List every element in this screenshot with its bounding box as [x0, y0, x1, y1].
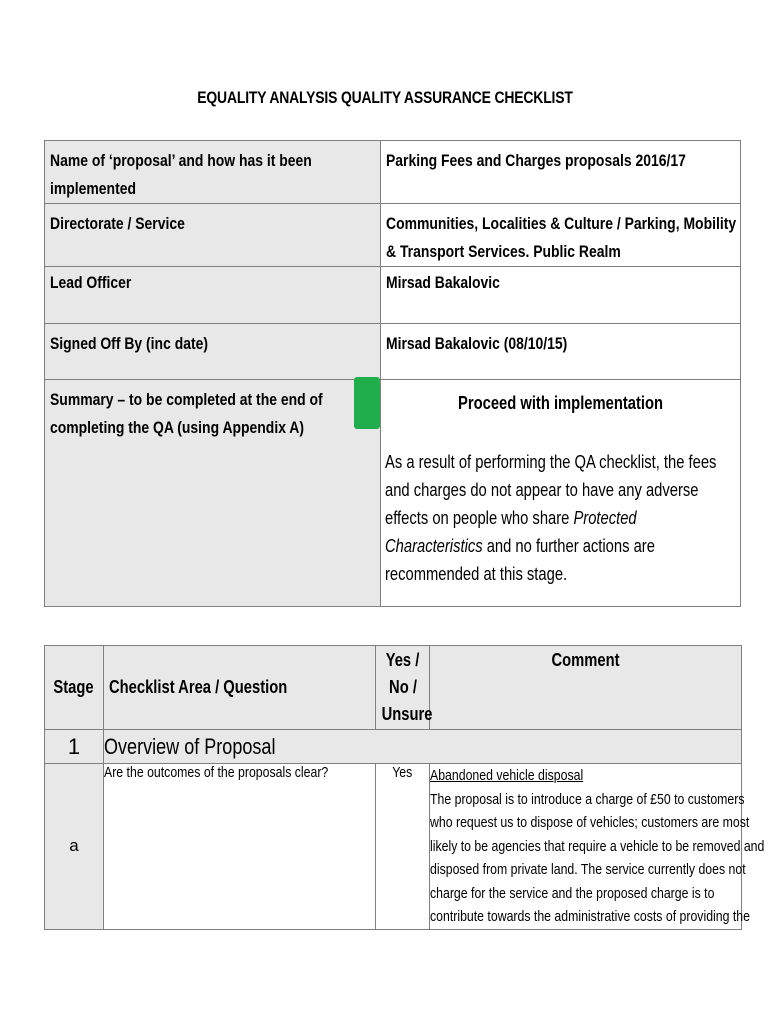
label-directorate: Directorate / Service [45, 204, 381, 267]
header-stage: Stage [45, 646, 104, 730]
section-number: 1 [45, 730, 104, 764]
header-comment: Comment [430, 646, 742, 730]
label-signed-off: Signed Off By (inc date) [45, 324, 381, 380]
value-signed-off: Mirsad Bakalovic (08/10/15) [381, 324, 741, 380]
status-indicator [354, 377, 380, 429]
label-lead-officer: Lead Officer [45, 267, 381, 324]
row-comment: Abandoned vehicle disposal The proposal is to introduce a charge of £50 to customers who request us to dispose of vehicles; customers are most likely to be agencies that require a vehicle to be removed and disposed from private land. The service currently does not charge for the service and the proposed charge is to contribute towards the administrative costs of providing the [430, 764, 742, 930]
row-stage: a [45, 764, 104, 930]
summary-italic: Protected Characteristics [385, 508, 637, 556]
value-proposal-name: Parking Fees and Charges proposals 2016/17 [381, 141, 741, 204]
summary-text: As a result of performing the QA checklist, the fees and charges do not appear to have any adverse effects on people who share Protected Characteristics and no further actions are recommended at this stage. [385, 452, 717, 584]
value-lead-officer: Mirsad Bakalovic [381, 267, 741, 324]
comment-heading: Abandoned vehicle disposal [430, 767, 584, 784]
label-summary: Summary – to be completed at the end of completing the QA (using Appendix A) [45, 380, 381, 607]
row-answer: Yes [376, 764, 430, 930]
header-question: Checklist Area / Question [104, 646, 376, 730]
section-title: Overview of Proposal [104, 730, 742, 764]
header-yes-no: Yes / No / Unsure [376, 646, 430, 730]
label-proposal-name: Name of ‘proposal’ and how has it been implemented [45, 141, 381, 204]
document-title: EQUALITY ANALYSIS QUALITY ASSURANCE CHECKLIST [197, 88, 573, 107]
value-directorate: Communities, Localities & Culture / Parking, Mobility & Transport Services. Public Realm [381, 204, 741, 267]
row-question: Are the outcomes of the proposals clear? [104, 764, 376, 930]
status-label: Proceed with implementation [458, 393, 664, 413]
checklist-table [44, 645, 765, 930]
